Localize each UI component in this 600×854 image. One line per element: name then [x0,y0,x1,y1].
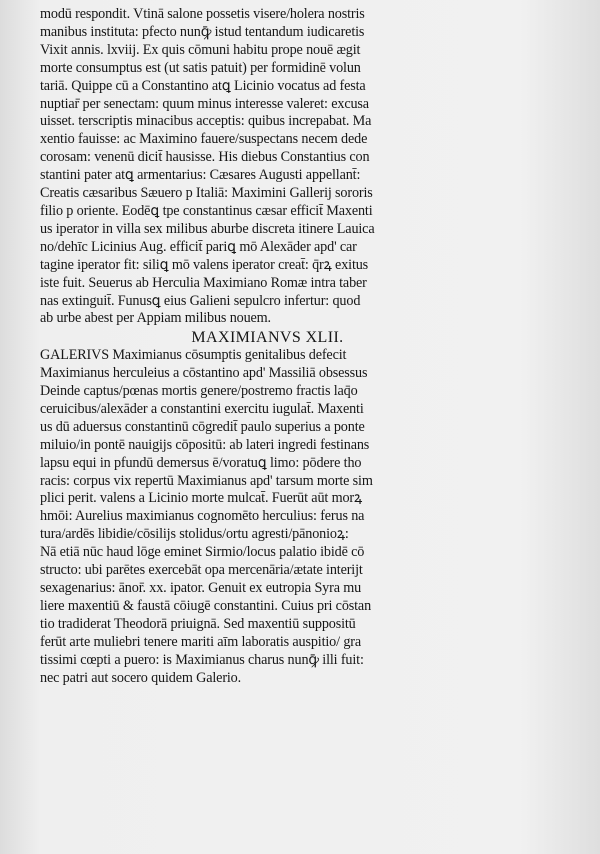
text-line: corosam: venenū dicit̄ hausisse. His diebus Constantius con [40,149,370,166]
text-line: tio tradiderat Theodorā priuignā. Sed maxentiū suppositū [40,615,356,632]
page-text [40,6,495,687]
text-line: nec patri aut socero quidem Galerio. [40,669,242,686]
text-line: tariā. Quippe cū a Constantino atꝗ Licinio vocatus ad festa [40,77,366,94]
text-line: GALERIVS Maximianus cōsumptis genitalibus defecit [40,347,347,364]
chapter-heading: MAXIMIANVS XLII. [191,329,344,347]
text-line: xentio fauisse: ac Maximino fauere/suspectans necem dede [40,131,368,148]
text-line: structo: ubi parētes exercebāt opa mercenāria/ætate interijt [40,562,363,579]
text-line: Creatis cæsaribus Sæuero p Italiā: Maximini Gallerij sororis [40,185,373,202]
text-block-chapter-body [40,347,495,687]
text-line: ferūt arte muliebri tenere mariti aīm laboratis auspitio/ gra [40,633,361,650]
text-line: Maximianus herculeius a cōstantino apd' Massiliā obsessus [40,365,368,382]
text-line: filio p oriente. Eodēꝗ tpe constantinus cæsar efficit̄ Maxenti [40,202,373,219]
text-line: lapsu equi in pfundū demersus ē/voratuꝗ limo: pōdere tho [40,454,362,471]
text-line: nas extinguit̄. Funusꝗ eius Galieni sepulcro infertur: quod [40,292,361,309]
text-line: no/dehīc Licinius Aug. efficit̄ pariꝗ mō Alexāder apd' car [40,238,357,255]
text-line: Vixit annis. lxviij. Ex quis cōmuni habitu prope nouē ægit [40,41,361,58]
text-line: hmōi: Aurelius maximianus cognomēto herculius: ferus na [40,508,365,525]
text-line: ceruicibus/alexāder a constantini exercitu iugulat̄. Maxenti [40,400,364,417]
text-line: morte consumptus est (ut satis patuit) per formidinē volun [40,59,361,76]
text-line: tissimi cœpti a puero: is Maximianus charus nunꝙ̄ illi fuit: [40,651,364,668]
text-line: ab urbe abest per Appiam milibus nouem. [40,310,271,327]
text-line: liere maxentiū & faustā cōiugē constantini. Cuius pri cōstan [40,597,372,614]
text-line: plici perit. valens a Licinio morte mulcat̄. Fuerūt aūt morꝝ [40,490,363,507]
text-line: racis: corpus vix repertū Maximianus apd' tarsum morte sim [40,472,373,489]
text-line: sexagenarius: ānor̄. xx. ipator. Genuit ex eutropia Syra mu [40,580,362,596]
text-line: nuptiar̄ per senectam: quum minus interesse valeret: excusa [40,95,369,112]
text-line: tura/ardēs libidie/cōsilijs stolidus/ortu agresti/pānonioꝝ: [40,526,349,543]
text-line: stantini pater atꝗ armentarius: Cæsares Augusti appellant̄: [40,167,361,184]
text-line: miluio/in pontē nauigijs cōpositū: ab lateri ingredi festinans [40,436,370,453]
text-line: us iperator in villa sex milibus aburbe discreta itinere Lauica [40,220,375,237]
text-line: modū respondit. Vtinā salone possetis visere/holera nostris [40,6,365,22]
text-line: Deinde captus/pœnas mortis genere/postremo fractis laq̄o [40,383,358,400]
text-line: uisset. terscriptis minacibus acceptis: quibus increpabat. Ma [40,113,372,130]
text-line: iste fuit. Seuerus ab Herculia Maximiano Romæ intra taber [40,274,367,291]
text-block-chapter-ending [40,6,495,328]
text-line: tagine iperator fit: siliꝗ mō valens iperator creat̄: q̄rꝝ exitus [40,256,369,273]
text-line: us dū aduersus constantinū cōgredit̄ paulo superius a ponte [40,418,365,435]
text-line: Nā etiā nūc haud lōge eminet Sirmio/locus palatio ibidē cō [40,544,365,561]
text-line: manibus instituta: pfecto nunꝙ̄ istud tentandum iudicaretis [40,23,365,40]
